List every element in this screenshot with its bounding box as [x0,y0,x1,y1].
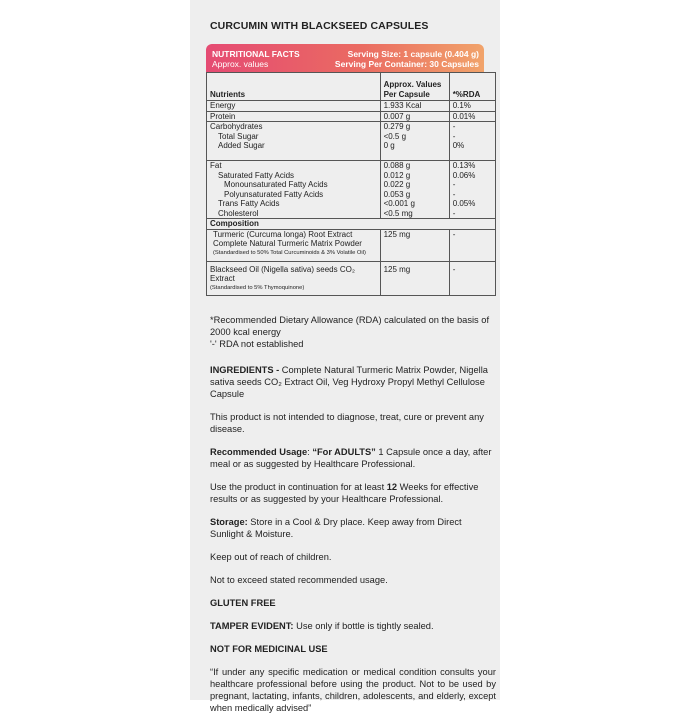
ingredient-value: 125 mg [380,229,449,261]
continuation-note [210,481,496,505]
header-nutrients: Nutrients [207,73,381,101]
storage [210,516,496,540]
continuation-after: Weeks for effective results or as suggested by your Healthcare Professional. [210,481,479,504]
turmeric-name [207,229,381,261]
disclaimer: This product is not intended to diagnose, treat, cure or prevent any disease. [210,411,484,434]
ingredients [210,364,496,400]
ingredient-rda: - [449,261,495,295]
nutrient-rda: - [452,189,456,199]
nutrient-name: Trans Fatty Acids [218,199,280,208]
tamper-evident [210,620,496,632]
nutrient-rda: 0.13% [452,161,476,170]
ingredient-value: 125 mg [380,261,449,295]
serving-size: Serving Size: 1 capsule (0.404 g) [347,49,479,59]
nutrition-facts-title: NUTRITIONAL FACTS [212,49,300,59]
nutrient-value: 0 g [383,141,395,150]
storage-label: Storage: [210,516,248,527]
nutrient-name: Polyunsaturated Fatty Acids [224,189,324,199]
nutrient-rda: 0.1% [449,101,495,112]
nutrient-rda: - [452,180,456,189]
ingredients-label: INGREDIENTS - [210,364,280,375]
nutrient-value: <0.5 mg [383,208,413,218]
nutrient-rda: - [452,208,456,218]
nutrient-name: Total Sugar [218,131,259,141]
nutrient-rda: - [452,122,456,131]
fat-rdas [449,161,495,219]
recommended-usage [210,446,496,470]
nutrition-facts-subtitle: Approx. values [212,59,269,69]
nutrient-value: 0.053 g [383,189,411,199]
usage-audience: “For ADULTS” [312,446,376,457]
ingredients-text: Complete Natural Turmeric Matrix Powder, Nigella sativa seeds CO₂ Extract Oil, Veg Hydroxy Propyl Methyl Cellulose Capsule [210,364,488,399]
nutrient-rda: 0.05% [452,199,476,208]
composition-label: Composition [207,219,496,230]
nutrient-value: 1.933 Kcal [380,101,449,112]
table-row-protein [207,111,496,122]
table-row-carbohydrates [207,122,496,161]
nutrient-value: 0.012 g [383,170,411,180]
standardisation-note: (Standardised to 5% Thymoquinone) [210,284,305,291]
product-label-panel [190,0,500,713]
nutrient-name: Fat [210,161,222,170]
nutrient-rda: - [452,131,456,141]
standardisation-note: (Standardised to 50% Total Curcuminoids & 3% Volatile Oil) [213,249,366,256]
not-exceed-note: Not to exceed stated recommended usage. [210,574,388,585]
tamper-label: TAMPER EVIDENT: [210,620,294,631]
ingredient-name-detail: Complete Natural Turmeric Matrix Powder [213,239,362,248]
not-medicinal: NOT FOR MEDICINAL USE [210,643,328,654]
blackseed-name [207,261,381,295]
rda-note: *Recommended Dietary Allowance (RDA) calculated on the basis of 2000 kcal energy [210,314,490,337]
carbohydrate-names [207,122,381,161]
nutrition-facts-header [206,44,484,72]
keep-out-note: Keep out of reach of children. [210,551,332,562]
ingredient-name: Turmeric (Curcuma longa) Root Extract [213,229,353,239]
nutrient-value: 0.007 g [380,111,449,122]
nutrient-name: Cholesterol [218,208,259,218]
fat-names [207,161,381,219]
fat-values [380,161,449,219]
carbohydrate-values [380,122,449,161]
gluten-free: GLUTEN FREE [210,597,276,608]
table-row-energy [207,101,496,112]
nutrient-rda: 0.06% [452,170,476,180]
usage-label: Recommended Usage [210,446,308,457]
nutrient-name: Carbohydrates [210,122,263,131]
nutrition-table [206,72,496,296]
table-row-fat [207,161,496,219]
continuation-weeks: 12 [386,481,398,492]
nutrient-value: 0.279 g [383,122,411,131]
medical-warning: “If under any specific medication or medical condition consults your healthcare professional before using the product. Not to be used by pregnant, lactating, infants, children, adolescents, and elderly, except when medically advised” [210,666,496,713]
nutrient-name: Protein [207,111,381,122]
carbohydrate-rdas [449,122,495,161]
nutrient-value: <0.5 g [383,131,407,141]
ingredient-name: Blackseed Oil (Nigella sativa) seeds CO₂ Extract [210,264,355,283]
table-row-blackseed [207,261,496,295]
table-header-row [207,73,496,101]
servings-per-container: Serving Per Container: 30 Capsules [334,59,479,69]
product-title: CURCUMIN WITH BLACKSEED CAPSULES [210,20,429,32]
nutrient-name: Added Sugar [218,141,265,150]
nutrient-name: Saturated Fatty Acids [218,170,295,180]
usage-text: 1 Capsule once a day, after meal or as suggested by Healthcare Professional. [210,446,492,469]
storage-text: Store in a Cool & Dry place. Keep away from Direct Sunlight & Moisture. [210,516,462,539]
tamper-text: Use only if bottle is tightly sealed. [293,620,434,631]
nutrient-name: Energy [207,101,381,112]
nutrient-value: <0.001 g [383,199,415,208]
ingredient-rda: - [449,229,495,261]
nutrient-rda: 0.01% [449,111,495,122]
nutrient-value: 0.088 g [383,161,411,170]
nutrient-name: Monounsaturated Fatty Acids [224,180,328,189]
continuation-before: Use the product in continuation for at least [210,481,387,492]
nutrient-value: 0.022 g [383,180,411,189]
table-row-composition-label [207,219,496,230]
header-values: Approx. Values Per Capsule [380,73,449,101]
rda-dash-note: '-' RDA not established [210,338,304,349]
nutrient-rda: 0% [452,141,465,150]
usage-sep: : [307,446,313,457]
table-row-turmeric [207,229,496,261]
header-rda: *%RDA [449,73,495,101]
